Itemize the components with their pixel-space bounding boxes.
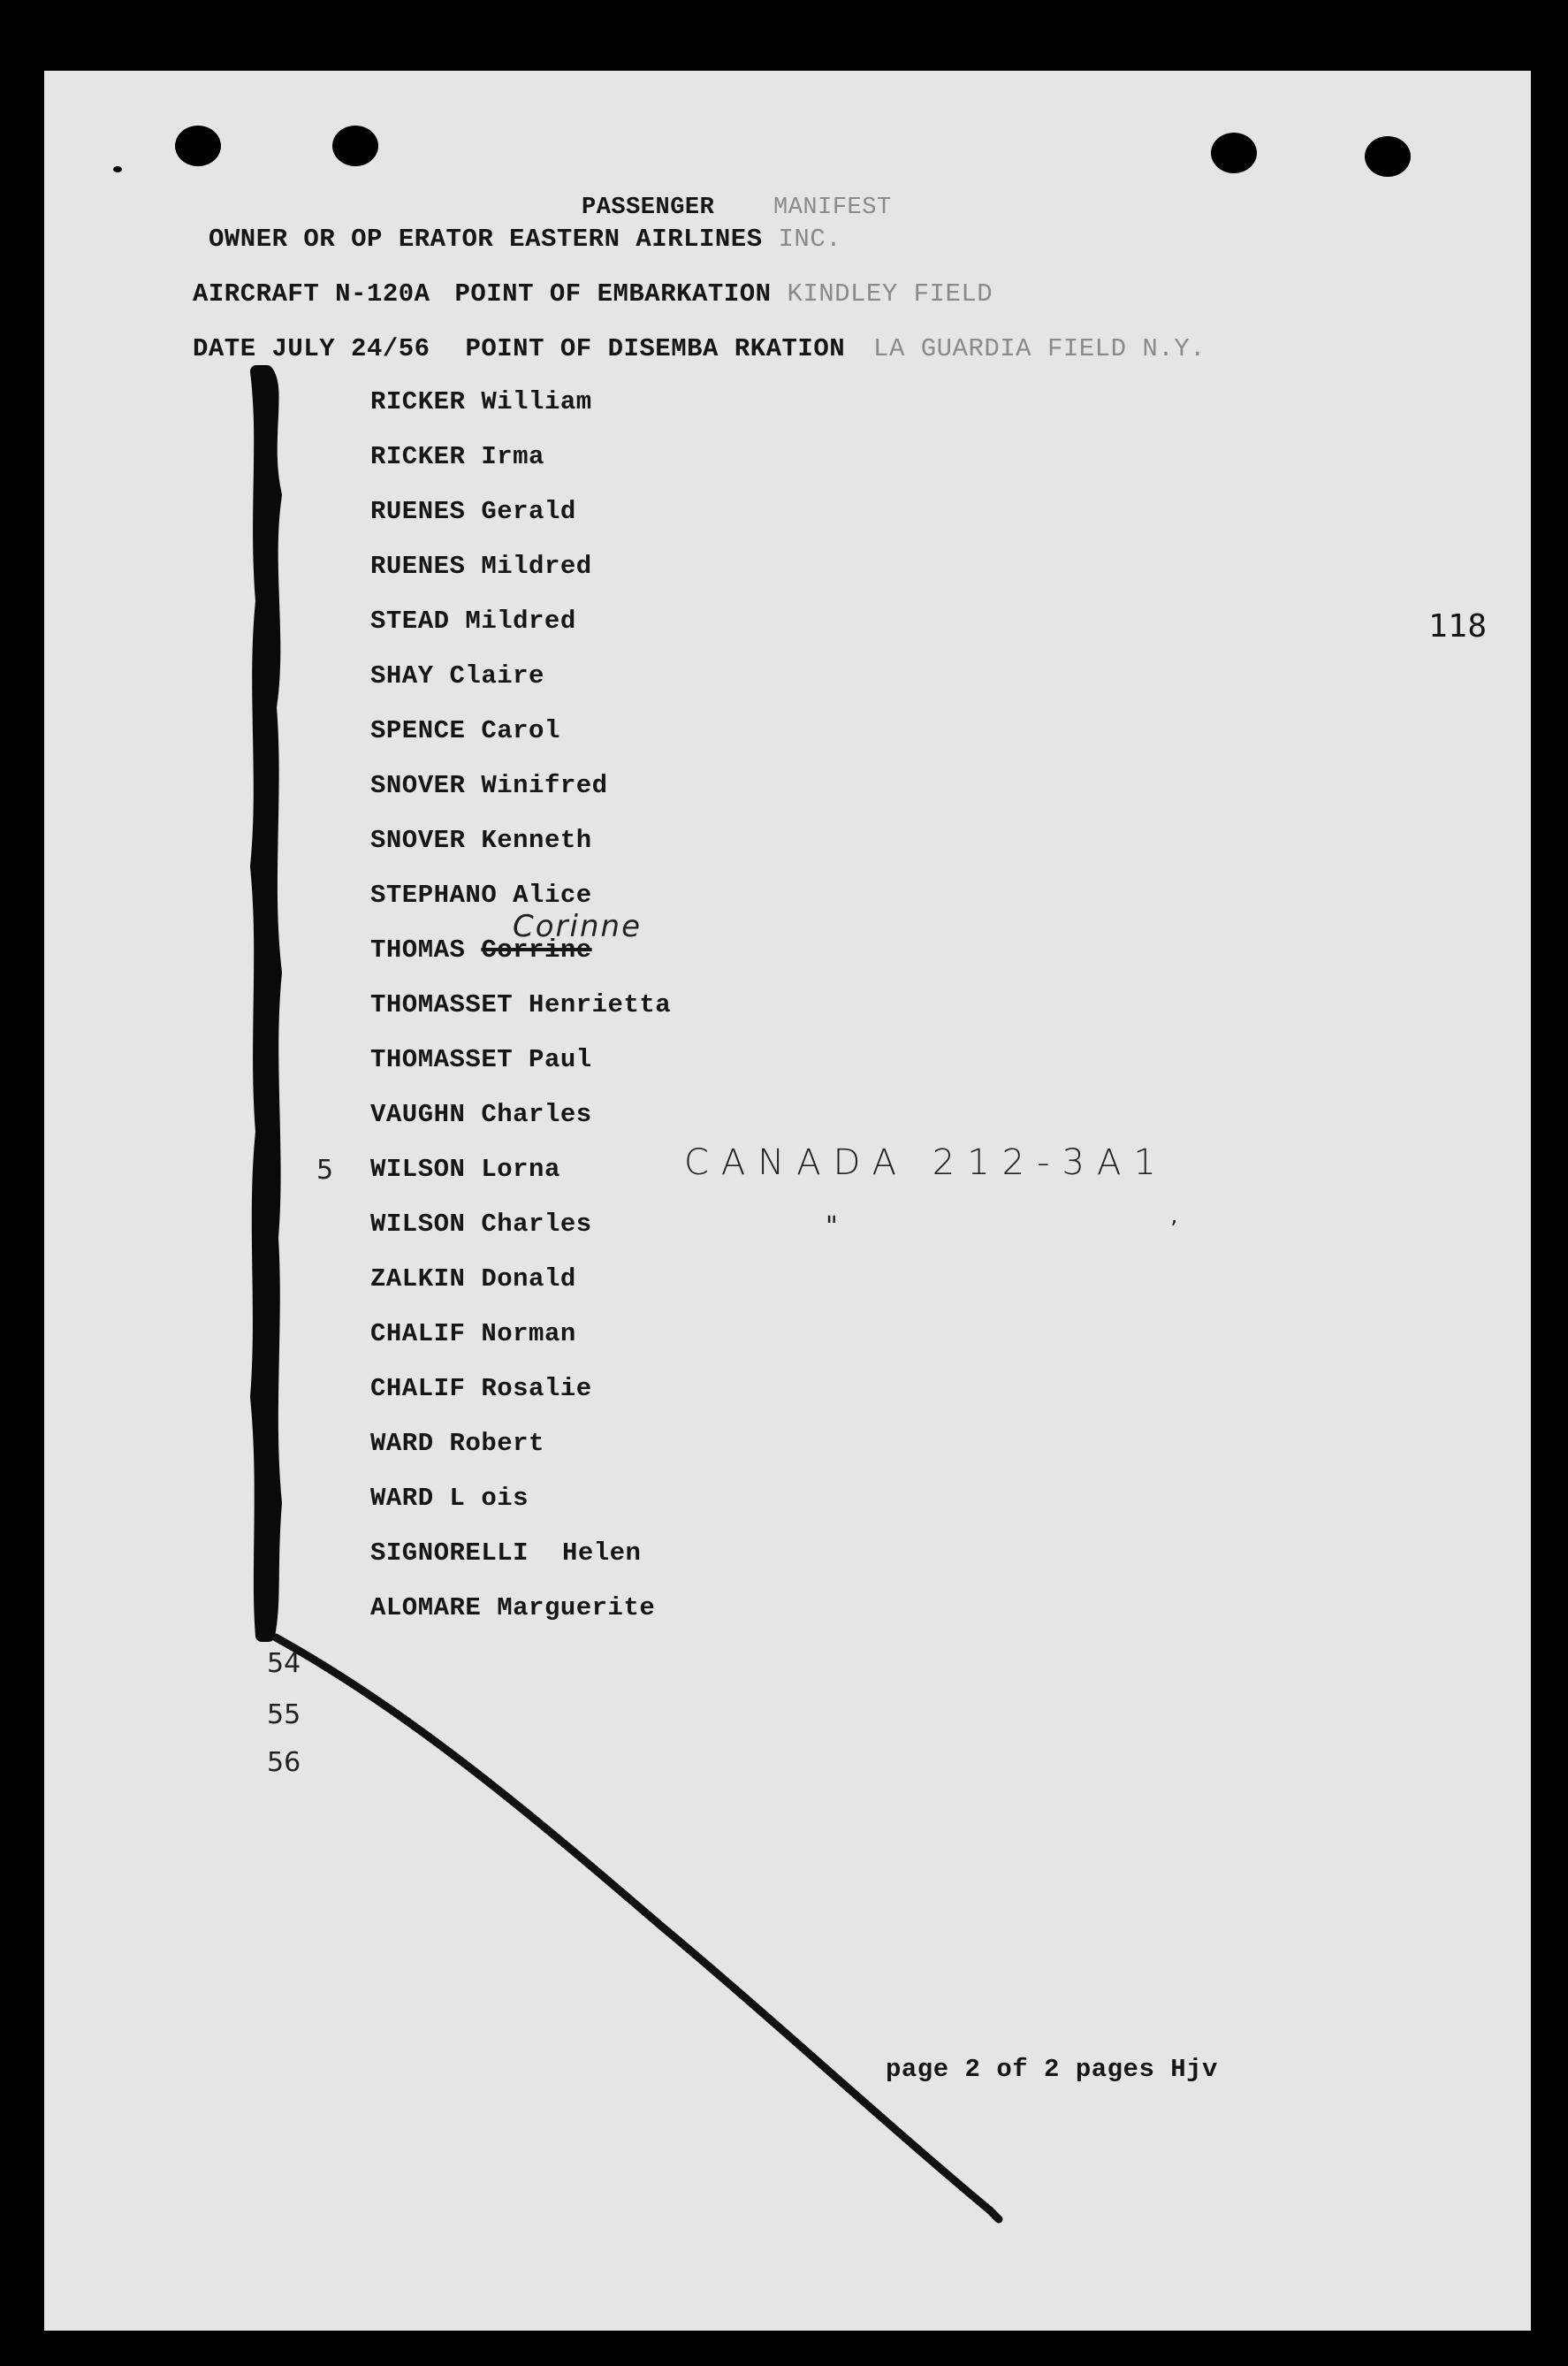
aircraft-label: AIRCRAFT xyxy=(193,279,320,309)
title-right: MANIFEST xyxy=(773,195,892,221)
row-number-56: 56 xyxy=(267,1747,301,1778)
aircraft-value: N-120A xyxy=(335,279,430,309)
embark-label: POINT OF EMBARKATION xyxy=(454,279,772,309)
ditto-mark: " xyxy=(826,1211,838,1242)
passenger-name: STEPHANO Alice xyxy=(370,881,592,910)
ink-marks xyxy=(44,71,1531,2331)
owner-value: EASTERN AIRLINES xyxy=(509,225,763,254)
row-number-54: 54 xyxy=(267,1648,301,1679)
date-label: DATE xyxy=(193,334,256,363)
passenger-name: RUENES Mildred xyxy=(370,552,592,581)
passenger-name: THOMAS Corrine xyxy=(370,935,592,965)
passenger-name: VAUGHN Charles xyxy=(370,1100,592,1129)
title-left: PASSENGER xyxy=(582,195,715,221)
canada-note: CANADA 212-3A1 xyxy=(684,1142,1168,1183)
strike-line xyxy=(276,1637,999,2219)
embark-value: KINDLEY FIELD xyxy=(787,279,993,309)
manifest-page xyxy=(44,71,1531,2331)
corinne-correction: Corinne xyxy=(513,909,642,944)
passenger-name: WARD Robert xyxy=(370,1429,544,1458)
passenger-name: SIGNORELLI Helen xyxy=(370,1538,642,1568)
date-value: JULY 24/56 xyxy=(271,334,430,363)
row-number-55: 55 xyxy=(267,1699,301,1730)
passenger-name: WARD L ois xyxy=(370,1484,529,1513)
passenger-name: RICKER Irma xyxy=(370,442,544,471)
page-number: 118 xyxy=(1428,608,1488,645)
passenger-name: WILSON Lorna xyxy=(370,1155,560,1184)
ditto-mark-2: ’ xyxy=(1170,1217,1178,1243)
passenger-name: WILSON Charles xyxy=(370,1210,592,1239)
passenger-name: SNOVER Winifred xyxy=(370,771,608,800)
passenger-name: ZALKIN Donald xyxy=(370,1264,576,1294)
passenger-name: THOMASSET Paul xyxy=(370,1045,592,1074)
passenger-name: ALOMARE Marguerite xyxy=(370,1593,656,1622)
passenger-name: SHAY Claire xyxy=(370,661,544,691)
passenger-name: THOMASSET Henrietta xyxy=(370,990,672,1019)
passenger-name: CHALIF Rosalie xyxy=(370,1374,592,1403)
disembark-label: POINT OF DISEMBA RKATION xyxy=(465,334,846,363)
passenger-name: STEAD Mildred xyxy=(370,607,576,636)
passenger-name: SNOVER Kenneth xyxy=(370,826,592,855)
passenger-name: SPENCE Carol xyxy=(370,716,560,745)
page-footer: page 2 of 2 pages Hjv xyxy=(886,2055,1218,2084)
wilson-marker: 5 xyxy=(316,1155,334,1186)
disembark-value: LA GUARDIA FIELD N.Y. xyxy=(873,334,1206,363)
passenger-name: CHALIF Norman xyxy=(370,1319,576,1348)
redaction-bar xyxy=(256,371,276,1636)
owner-label: OWNER OR OP ERATOR xyxy=(209,225,494,254)
passenger-name: RUENES Gerald xyxy=(370,497,576,526)
passenger-name: RICKER William xyxy=(370,387,592,416)
owner-faded: INC. xyxy=(778,225,842,254)
